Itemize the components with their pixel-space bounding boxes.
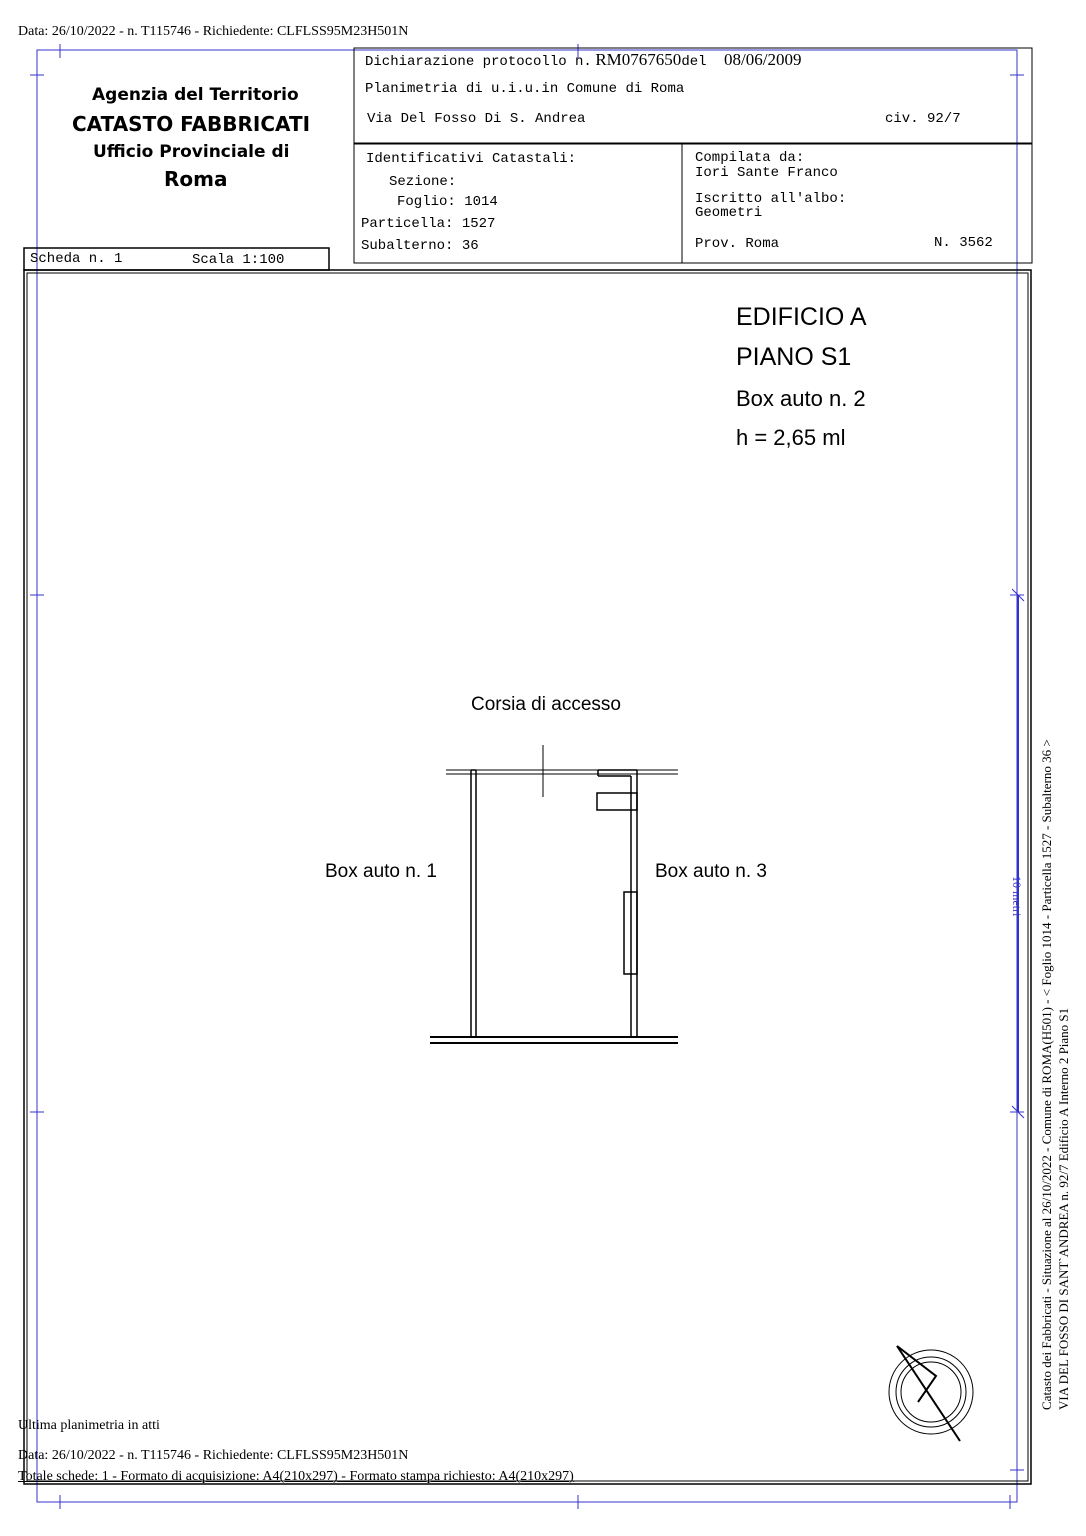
planimetria-line: Planimetria di u.i.u.in Comune di Roma: [365, 81, 685, 97]
scala: Scala 1:100: [192, 252, 285, 268]
particella: Particella: 1527: [361, 216, 496, 232]
agency-name: Agenzia del Territorio: [92, 85, 299, 105]
left-unit-label: Box auto n. 1: [325, 861, 437, 882]
floor-plan-walls: [430, 745, 678, 1043]
corridor-label: Corsia di accesso: [471, 694, 621, 715]
sezione: Sezione:: [389, 174, 457, 190]
height-label: h = 2,65 ml: [736, 425, 846, 450]
albo-label: Iscritto all'albo:: [695, 191, 847, 207]
declaration-date: 08/06/2009: [724, 50, 802, 69]
protocol-number: RM0767650: [595, 50, 682, 69]
civic-number: civ. 92/7: [885, 111, 961, 127]
unit-label: Box auto n. 2: [736, 386, 866, 411]
footer-formats: Totale schede: 1 - Formato di acquisizione: A4(210x297) - Formato stampa richiesto: A4(210x297): [18, 1469, 574, 1484]
albo-number: N. 3562: [934, 235, 993, 251]
compilata-label: Compilata da:: [695, 150, 805, 166]
side-text-line1: Catasto dei Fabbricati - Situazione al 26/10/2022 - Comune di ROMA(H501) - < Foglio 1014 - Particella 1527 - Subalterno 36 >: [1039, 739, 1054, 1410]
footer-note: Ultima planimetria in atti: [18, 1418, 160, 1433]
scheda-number: Scheda n. 1: [30, 251, 123, 267]
ufficio-label: Ufficio Provinciale di: [93, 142, 290, 162]
declaration-del: del: [681, 54, 707, 70]
top-header: Data: 26/10/2022 - n. T115746 - Richiedente: CLFLSS95M23H501N: [18, 24, 409, 39]
albo-value: Geometri: [695, 205, 763, 221]
floor-label: PIANO S1: [736, 343, 852, 371]
drawing-frame: [24, 270, 1031, 1484]
ufficio-city: Roma: [164, 167, 228, 191]
right-unit-label: Box auto n. 3: [655, 861, 767, 882]
identifiers-title: Identificativi Catastali:: [366, 151, 577, 167]
declaration-line: [365, 50, 801, 70]
foglio: Foglio: 1014: [397, 194, 498, 210]
province: Prov. Roma: [695, 236, 780, 252]
street-address: Via Del Fosso Di S. Andrea: [367, 111, 586, 127]
blue-frame: [30, 44, 1024, 1509]
declaration-prefix: Dichiarazione protocollo n.: [365, 54, 592, 70]
subalterno: Subalterno: 36: [361, 238, 479, 254]
north-arrow-icon: [889, 1346, 973, 1441]
compiler-name: Iori Sante Franco: [695, 165, 838, 181]
building-label: EDIFICIO A: [736, 303, 867, 331]
catasto-title: CATASTO FABBRICATI: [72, 112, 311, 136]
scale-bar-label: 10 metri: [1010, 876, 1024, 917]
footer-data-line: Data: 26/10/2022 - n. T115746 - Richiedente: CLFLSS95M23H501N: [18, 1448, 409, 1463]
side-text-line2: VIA DEL FOSSO DI SANT`ANDREA n. 92/7 Edificio A Interno 2 Piano S1: [1056, 1007, 1071, 1410]
